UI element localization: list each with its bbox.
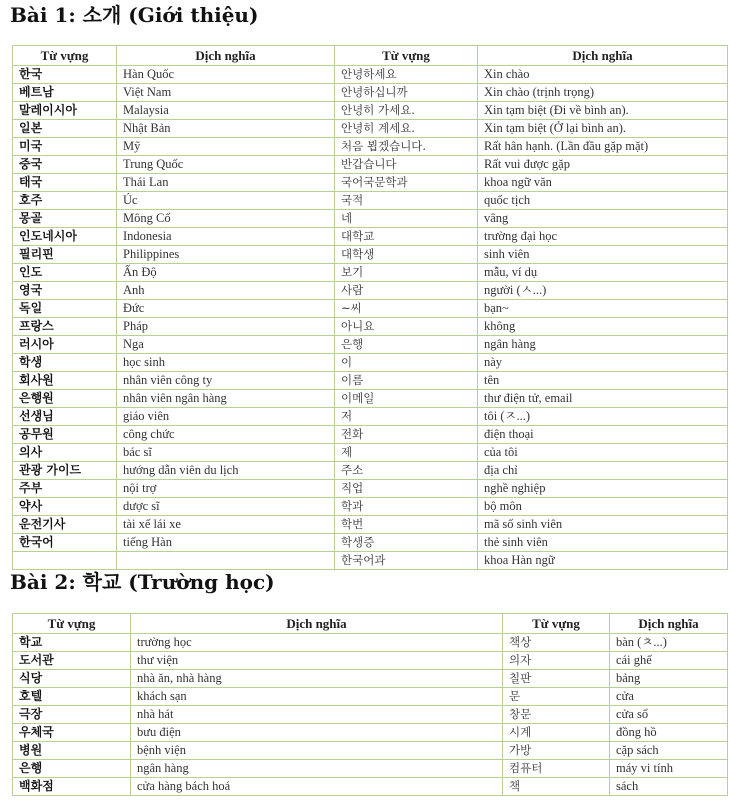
korean-word-cell: 아니요 bbox=[335, 318, 478, 336]
korean-word-cell: 극장 bbox=[13, 706, 131, 724]
korean-word-cell: 컴퓨터 bbox=[503, 760, 610, 778]
table-header-row bbox=[13, 614, 728, 634]
korean-word-cell: 독일 bbox=[13, 300, 117, 318]
table-row bbox=[13, 670, 728, 688]
korean-word-cell: 가방 bbox=[503, 742, 610, 760]
korean-word-cell: 제 bbox=[335, 444, 478, 462]
vietnamese-meaning-cell: này bbox=[478, 354, 728, 372]
vietnamese-meaning-cell: Pháp bbox=[117, 318, 335, 336]
vietnamese-meaning-cell: mã số sinh viên bbox=[478, 516, 728, 534]
vietnamese-meaning-cell: bàn (ㅊ...) bbox=[610, 634, 728, 652]
korean-word-cell: 대학교 bbox=[335, 228, 478, 246]
korean-word-cell: 이 bbox=[335, 354, 478, 372]
header-vocab: Từ vựng bbox=[503, 614, 610, 634]
korean-word-cell: 필리핀 bbox=[13, 246, 117, 264]
korean-word-cell: 대학생 bbox=[335, 246, 478, 264]
korean-word-cell: 약사 bbox=[13, 498, 117, 516]
table-row bbox=[13, 408, 728, 426]
vietnamese-meaning-cell: quốc tịch bbox=[478, 192, 728, 210]
vietnamese-meaning-cell: điện thoại bbox=[478, 426, 728, 444]
korean-word-cell: 일본 bbox=[13, 120, 117, 138]
vietnamese-meaning-cell: tài xế lái xe bbox=[117, 516, 335, 534]
korean-word-cell: 의사 bbox=[13, 444, 117, 462]
vietnamese-meaning-cell: Xin tạm biệt (Ở lại bình an). bbox=[478, 120, 728, 138]
vietnamese-meaning-cell: đồng hồ bbox=[610, 724, 728, 742]
korean-word-cell: 국적 bbox=[335, 192, 478, 210]
header-meaning: Dịch nghĩa bbox=[117, 46, 335, 66]
korean-word-cell: 학번 bbox=[335, 516, 478, 534]
table-row bbox=[13, 336, 728, 354]
vietnamese-meaning-cell: trường đại học bbox=[478, 228, 728, 246]
korean-word-cell: 도서관 bbox=[13, 652, 131, 670]
korean-word-cell: 이메일 bbox=[335, 390, 478, 408]
table-row bbox=[13, 84, 728, 102]
vietnamese-meaning-cell: nhân viên ngân hàng bbox=[117, 390, 335, 408]
vietnamese-meaning-cell: nhà hát bbox=[131, 706, 503, 724]
vietnamese-meaning-cell: Nhật Bản bbox=[117, 120, 335, 138]
table-row bbox=[13, 318, 728, 336]
vietnamese-meaning-cell: sách bbox=[610, 778, 728, 796]
header-vocab: Từ vựng bbox=[13, 46, 117, 66]
lesson-1-vocab-table bbox=[12, 45, 728, 570]
vietnamese-meaning-cell: Úc bbox=[117, 192, 335, 210]
korean-word-cell: 저 bbox=[335, 408, 478, 426]
vietnamese-meaning-cell: ngân hàng bbox=[131, 760, 503, 778]
vietnamese-meaning-cell: không bbox=[478, 318, 728, 336]
korean-word-cell: 중국 bbox=[13, 156, 117, 174]
table-row bbox=[13, 300, 728, 318]
vietnamese-meaning-cell: nội trợ bbox=[117, 480, 335, 498]
table-row bbox=[13, 138, 728, 156]
vietnamese-meaning-cell: khoa Hàn ngữ bbox=[478, 552, 728, 570]
korean-word-cell: 안녕히 가세요. bbox=[335, 102, 478, 120]
vietnamese-meaning-cell: Rất hân hạnh. (Lần đầu gặp mặt) bbox=[478, 138, 728, 156]
korean-word-cell: 주소 bbox=[335, 462, 478, 480]
vietnamese-meaning-cell: thư viện bbox=[131, 652, 503, 670]
table-row bbox=[13, 372, 728, 390]
vietnamese-meaning-cell: bệnh viện bbox=[131, 742, 503, 760]
vietnamese-meaning-cell: dược sĩ bbox=[117, 498, 335, 516]
header-meaning: Dịch nghĩa bbox=[478, 46, 728, 66]
vietnamese-meaning-cell: Xin chào bbox=[478, 66, 728, 84]
vietnamese-meaning-cell: Thái Lan bbox=[117, 174, 335, 192]
korean-word-cell: 책상 bbox=[503, 634, 610, 652]
korean-word-cell: 칠판 bbox=[503, 670, 610, 688]
korean-word-cell: 우체국 bbox=[13, 724, 131, 742]
table-row bbox=[13, 174, 728, 192]
korean-word-cell: 반갑습니다 bbox=[335, 156, 478, 174]
vietnamese-meaning-cell: thư điện tử, email bbox=[478, 390, 728, 408]
korean-word-cell: 미국 bbox=[13, 138, 117, 156]
vietnamese-meaning-cell: Ấn Độ bbox=[117, 264, 335, 282]
table-row bbox=[13, 480, 728, 498]
vietnamese-meaning-cell: bộ môn bbox=[478, 498, 728, 516]
vietnamese-meaning-cell: Việt Nam bbox=[117, 84, 335, 102]
vietnamese-meaning-cell: Anh bbox=[117, 282, 335, 300]
table-row bbox=[13, 120, 728, 138]
korean-word-cell: 선생님 bbox=[13, 408, 117, 426]
vietnamese-meaning-cell: cửa sổ bbox=[610, 706, 728, 724]
table-row bbox=[13, 552, 728, 570]
table-row bbox=[13, 444, 728, 462]
table-row bbox=[13, 264, 728, 282]
korean-word-cell: 은행원 bbox=[13, 390, 117, 408]
vietnamese-meaning-cell: hướng dẫn viên du lịch bbox=[117, 462, 335, 480]
table-row bbox=[13, 426, 728, 444]
vietnamese-meaning-cell: Rất vui được gặp bbox=[478, 156, 728, 174]
vietnamese-meaning-cell: sinh viên bbox=[478, 246, 728, 264]
korean-word-cell: 책 bbox=[503, 778, 610, 796]
korean-word-cell: 의자 bbox=[503, 652, 610, 670]
lesson-2-title: Bài 2: 학교 (Trường học) bbox=[10, 570, 275, 594]
korean-word-cell: 병원 bbox=[13, 742, 131, 760]
vietnamese-meaning-cell: người (ㅅ...) bbox=[478, 282, 728, 300]
korean-word-cell: 인도네시아 bbox=[13, 228, 117, 246]
korean-word-cell: 백화점 bbox=[13, 778, 131, 796]
vietnamese-meaning-cell: cửa bbox=[610, 688, 728, 706]
korean-word-cell: 러시아 bbox=[13, 336, 117, 354]
table-row bbox=[13, 192, 728, 210]
vietnamese-meaning-cell: Indonesia bbox=[117, 228, 335, 246]
vietnamese-meaning-cell: máy vi tính bbox=[610, 760, 728, 778]
korean-word-cell: 호주 bbox=[13, 192, 117, 210]
vietnamese-meaning-cell: bạn~ bbox=[478, 300, 728, 318]
korean-word-cell: 한국어 bbox=[13, 534, 117, 552]
vietnamese-meaning-cell: Xin tạm biệt (Đi về bình an). bbox=[478, 102, 728, 120]
korean-word-cell: 태국 bbox=[13, 174, 117, 192]
korean-word-cell: 처음 뵙겠습니다. bbox=[335, 138, 478, 156]
korean-word-cell: 보기 bbox=[335, 264, 478, 282]
vietnamese-meaning-cell: khoa ngữ văn bbox=[478, 174, 728, 192]
table-row bbox=[13, 210, 728, 228]
korean-word-cell: 영국 bbox=[13, 282, 117, 300]
korean-word-cell: 운전기사 bbox=[13, 516, 117, 534]
korean-word-cell: 안녕하세요 bbox=[335, 66, 478, 84]
korean-word-cell: 프랑스 bbox=[13, 318, 117, 336]
korean-word-cell: 회사원 bbox=[13, 372, 117, 390]
vietnamese-meaning-cell: nhà ăn, nhà hàng bbox=[131, 670, 503, 688]
korean-word-cell: 식당 bbox=[13, 670, 131, 688]
korean-word-cell: 학교 bbox=[13, 634, 131, 652]
korean-word-cell bbox=[13, 552, 117, 570]
korean-word-cell: 한국 bbox=[13, 66, 117, 84]
header-vocab: Từ vựng bbox=[13, 614, 131, 634]
table-row bbox=[13, 354, 728, 372]
vietnamese-meaning-cell: Nga bbox=[117, 336, 335, 354]
table-header-row bbox=[13, 46, 728, 66]
table-row bbox=[13, 706, 728, 724]
korean-word-cell: 안녕하십니까 bbox=[335, 84, 478, 102]
korean-word-cell: 호텔 bbox=[13, 688, 131, 706]
korean-word-cell: 관광 가이드 bbox=[13, 462, 117, 480]
vietnamese-meaning-cell: Xin chào (trịnh trọng) bbox=[478, 84, 728, 102]
table-row bbox=[13, 634, 728, 652]
vietnamese-meaning-cell: Mông Cổ bbox=[117, 210, 335, 228]
table-row bbox=[13, 742, 728, 760]
korean-word-cell: 문 bbox=[503, 688, 610, 706]
table-row bbox=[13, 652, 728, 670]
vietnamese-meaning-cell: giáo viên bbox=[117, 408, 335, 426]
korean-word-cell: 창문 bbox=[503, 706, 610, 724]
vietnamese-meaning-cell: bác sĩ bbox=[117, 444, 335, 462]
vietnamese-meaning-cell: học sinh bbox=[117, 354, 335, 372]
vietnamese-meaning-cell bbox=[117, 552, 335, 570]
vietnamese-meaning-cell: tên bbox=[478, 372, 728, 390]
vietnamese-meaning-cell: nghề nghiệp bbox=[478, 480, 728, 498]
vietnamese-meaning-cell: địa chỉ bbox=[478, 462, 728, 480]
vietnamese-meaning-cell: công chức bbox=[117, 426, 335, 444]
korean-word-cell: 몽골 bbox=[13, 210, 117, 228]
header-meaning: Dịch nghĩa bbox=[610, 614, 728, 634]
korean-word-cell: 말레이시아 bbox=[13, 102, 117, 120]
vietnamese-meaning-cell: Hàn Quốc bbox=[117, 66, 335, 84]
table-row bbox=[13, 724, 728, 742]
vietnamese-meaning-cell: trường học bbox=[131, 634, 503, 652]
korean-word-cell: 네 bbox=[335, 210, 478, 228]
vietnamese-meaning-cell: vâng bbox=[478, 210, 728, 228]
korean-word-cell: 학과 bbox=[335, 498, 478, 516]
table-row bbox=[13, 246, 728, 264]
table-row bbox=[13, 688, 728, 706]
korean-word-cell: 전화 bbox=[335, 426, 478, 444]
table-row bbox=[13, 282, 728, 300]
korean-word-cell: 은행 bbox=[335, 336, 478, 354]
vietnamese-meaning-cell: nhân viên công ty bbox=[117, 372, 335, 390]
table-row bbox=[13, 390, 728, 408]
vietnamese-meaning-cell: Mỹ bbox=[117, 138, 335, 156]
table-row bbox=[13, 498, 728, 516]
vietnamese-meaning-cell: tôi (ㅈ...) bbox=[478, 408, 728, 426]
vietnamese-meaning-cell: cửa hàng bách hoá bbox=[131, 778, 503, 796]
korean-word-cell: 은행 bbox=[13, 760, 131, 778]
korean-word-cell: 국어국문학과 bbox=[335, 174, 478, 192]
korean-word-cell: 안녕히 계세요. bbox=[335, 120, 478, 138]
vietnamese-meaning-cell: tiếng Hàn bbox=[117, 534, 335, 552]
table-row bbox=[13, 778, 728, 796]
vietnamese-meaning-cell: cặp sách bbox=[610, 742, 728, 760]
header-meaning: Dịch nghĩa bbox=[131, 614, 503, 634]
vietnamese-meaning-cell: ngân hàng bbox=[478, 336, 728, 354]
vietnamese-meaning-cell: khách sạn bbox=[131, 688, 503, 706]
korean-word-cell: 주부 bbox=[13, 480, 117, 498]
table-row bbox=[13, 516, 728, 534]
korean-word-cell: 이름 bbox=[335, 372, 478, 390]
vietnamese-meaning-cell: bảng bbox=[610, 670, 728, 688]
header-vocab: Từ vựng bbox=[335, 46, 478, 66]
korean-word-cell: 학생증 bbox=[335, 534, 478, 552]
table-row bbox=[13, 156, 728, 174]
lesson-2-vocab-table bbox=[12, 613, 728, 796]
vietnamese-meaning-cell: Philippines bbox=[117, 246, 335, 264]
table-row bbox=[13, 66, 728, 84]
vietnamese-meaning-cell: thẻ sinh viên bbox=[478, 534, 728, 552]
table-row bbox=[13, 760, 728, 778]
korean-word-cell: 공무원 bbox=[13, 426, 117, 444]
korean-word-cell: 인도 bbox=[13, 264, 117, 282]
vietnamese-meaning-cell: của tôi bbox=[478, 444, 728, 462]
table-row bbox=[13, 228, 728, 246]
korean-word-cell: 한국어과 bbox=[335, 552, 478, 570]
vietnamese-meaning-cell: bưu điện bbox=[131, 724, 503, 742]
table-row bbox=[13, 102, 728, 120]
vietnamese-meaning-cell: Malaysia bbox=[117, 102, 335, 120]
korean-word-cell: 학생 bbox=[13, 354, 117, 372]
table-row bbox=[13, 462, 728, 480]
vietnamese-meaning-cell: Đức bbox=[117, 300, 335, 318]
korean-word-cell: ~씨 bbox=[335, 300, 478, 318]
lesson-1-title: Bài 1: 소개 (Giới thiệu) bbox=[10, 3, 259, 27]
korean-word-cell: 직업 bbox=[335, 480, 478, 498]
vietnamese-meaning-cell: cái ghế bbox=[610, 652, 728, 670]
table-row bbox=[13, 534, 728, 552]
korean-word-cell: 시계 bbox=[503, 724, 610, 742]
korean-word-cell: 사람 bbox=[335, 282, 478, 300]
vietnamese-meaning-cell: mẫu, ví dụ bbox=[478, 264, 728, 282]
vietnamese-meaning-cell: Trung Quốc bbox=[117, 156, 335, 174]
korean-word-cell: 베트남 bbox=[13, 84, 117, 102]
